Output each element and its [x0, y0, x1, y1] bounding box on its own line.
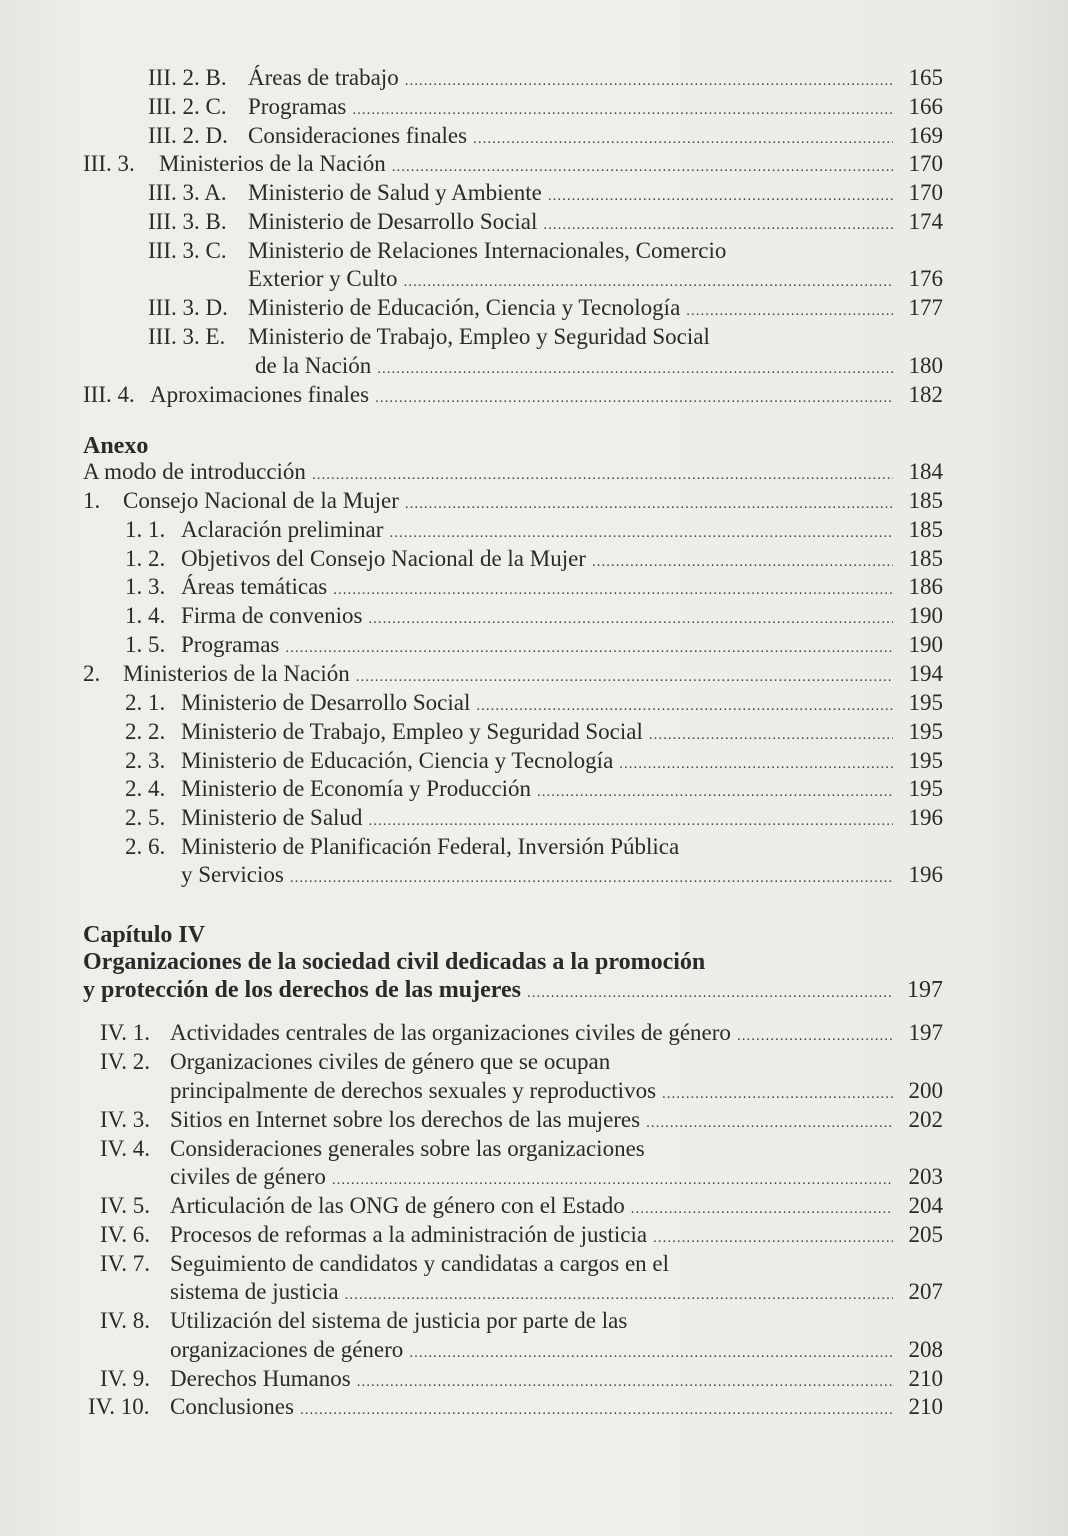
toc-entry	[148, 63, 943, 93]
toc-entry-number: IV. 8.	[100, 1308, 151, 1333]
toc-entry-number: III. 4.	[83, 382, 135, 407]
leader-dots	[375, 383, 893, 413]
toc-entry-title: Ministerio de Educación, Ciencia y Tecnología	[181, 748, 614, 773]
toc-entry-page: 176	[908, 266, 943, 291]
toc-entry-page: 195	[908, 690, 943, 715]
toc-entry-title: Aproximaciones finales	[150, 382, 370, 407]
toc-entry-title: Exterior y Culto	[248, 266, 398, 291]
toc-entry-title: Ministerio de Relaciones Internacionales, Comercio	[248, 238, 727, 263]
toc-entry	[100, 1249, 943, 1279]
toc-entry-page: 166	[908, 94, 943, 119]
toc-entry-number: IV. 1.	[100, 1020, 151, 1045]
toc-entry-number: III. 2. B.	[148, 65, 227, 90]
toc-entry-continuation	[248, 264, 943, 294]
toc-entry	[100, 1364, 943, 1394]
toc-entry	[100, 1220, 943, 1250]
toc-entry-number: 1. 1.	[125, 517, 166, 542]
toc-entry-title: civiles de género	[170, 1164, 326, 1189]
toc-entry-title: de la Nación	[255, 353, 372, 378]
toc-entry	[148, 236, 943, 266]
toc-entry	[125, 630, 943, 660]
toc-entry-title: Objetivos del Consejo Nacional de la Mujer	[181, 546, 586, 571]
toc-entry	[83, 975, 943, 1005]
toc-entry-continuation	[255, 351, 943, 381]
toc-entry-page: 195	[908, 719, 943, 744]
toc-entry-number: IV. 9.	[100, 1366, 151, 1391]
toc-entry-page: 210	[908, 1366, 943, 1391]
toc-entry-title: organizaciones de género	[170, 1337, 404, 1362]
toc-entry-number: IV. 5.	[100, 1193, 151, 1218]
toc-entry	[100, 1105, 943, 1135]
toc-entry-page: 185	[908, 517, 943, 542]
toc-entry-page: 170	[908, 151, 943, 176]
toc-entry-number: 2. 1.	[125, 690, 166, 715]
toc-entry-page: 207	[908, 1279, 943, 1304]
toc-entry-page: 169	[908, 123, 943, 148]
toc-entry	[125, 572, 943, 602]
toc-entry-page: 184	[908, 459, 943, 484]
toc-entry-number: IV. 4.	[100, 1136, 151, 1161]
toc-entry-page: 205	[908, 1222, 943, 1247]
toc-entry-title: Ministerio de Salud	[181, 805, 363, 830]
toc-entry	[100, 1018, 943, 1048]
toc-entry	[125, 746, 943, 776]
toc-entry	[125, 688, 943, 718]
leader-dots	[527, 978, 893, 1008]
toc-entry	[125, 832, 943, 862]
toc-entry	[83, 457, 943, 487]
toc-entry-title: Ministerio de Economía y Producción	[181, 776, 532, 801]
toc-entry-page: 170	[908, 180, 943, 205]
toc-entry-title: Actividades centrales de las organizaciones civiles de género	[170, 1020, 731, 1045]
chapter-title: y protección de los derechos de las mujeres	[83, 977, 521, 1003]
toc-entry-number: III. 3. B.	[148, 209, 227, 234]
toc-entry	[100, 1191, 943, 1221]
toc-entry-title: Ministerio de Salud y Ambiente	[248, 180, 542, 205]
toc-entry-number: 2. 5.	[125, 805, 166, 830]
toc-entry-page: 200	[908, 1078, 943, 1103]
toc-entry-title: sistema de justicia	[170, 1279, 339, 1304]
toc-entry-title: Ministerios de la Nación	[159, 151, 386, 176]
toc-entry-title: y Servicios	[181, 862, 284, 887]
toc-entry-title: Procesos de reformas a la administración de justicia	[170, 1222, 648, 1247]
toc-entry-page: 174	[908, 209, 943, 234]
toc-entry-title: principalmente de derechos sexuales y reproductivos	[170, 1078, 657, 1103]
toc-entry	[100, 1047, 943, 1077]
toc-entry-number: III. 3.	[83, 151, 135, 176]
section-heading: Anexo	[83, 433, 149, 459]
toc-entry	[125, 717, 943, 747]
toc-entry-page: 186	[908, 574, 943, 599]
toc-entry	[88, 1392, 943, 1422]
toc-entry-title: Firma de convenios	[181, 603, 363, 628]
toc-entry-number: III. 3. E.	[148, 324, 226, 349]
toc-entry-number: III. 3. C.	[148, 238, 227, 263]
toc-entry-title: Utilización del sistema de justicia por parte de las	[170, 1308, 628, 1333]
toc-entry-number: IV. 10.	[88, 1394, 150, 1419]
toc-entry	[148, 322, 943, 352]
toc-entry-number: III. 3. D.	[148, 295, 228, 320]
toc-entry-continuation	[170, 1076, 943, 1106]
chapter-title: Organizaciones de la sociedad civil dedicadas a la promoción	[83, 949, 706, 975]
toc-entry-title: Programas	[181, 632, 280, 657]
toc-entry	[100, 1306, 943, 1336]
toc-entry-title: Programas	[248, 94, 347, 119]
chapter-heading: Capítulo IV	[83, 922, 206, 948]
toc-entry-page: 197	[908, 1020, 943, 1045]
toc-entry-page: 165	[908, 65, 943, 90]
toc-entry-continuation	[170, 1162, 943, 1192]
toc-entry-title: Ministerio de Desarrollo Social	[248, 209, 538, 234]
toc-entry-title: Áreas temáticas	[181, 574, 328, 599]
toc-entry-title: Ministerio de Desarrollo Social	[181, 690, 471, 715]
toc-entry-page: 194	[908, 661, 943, 686]
toc-entry-page: 202	[908, 1107, 943, 1132]
toc-entry-title: Conclusiones	[170, 1394, 294, 1419]
toc-entry-page: 196	[908, 862, 943, 887]
toc-entry-continuation	[170, 1335, 943, 1365]
toc-entry-title: A modo de introducción	[83, 459, 306, 484]
toc-entry-number: III. 2. C.	[148, 94, 227, 119]
toc-entry-page: 204	[908, 1193, 943, 1218]
toc-entry-page: 197	[907, 977, 943, 1003]
toc-entry-page: 185	[908, 546, 943, 571]
toc-entry-number: 2. 3.	[125, 748, 166, 773]
toc-entry-page: 190	[908, 603, 943, 628]
toc-entry-number: IV. 3.	[100, 1107, 151, 1132]
toc-entry-number: 2.	[83, 661, 101, 686]
toc-entry	[148, 92, 943, 122]
toc-entry-title: Ministerio de Planificación Federal, Inversión Pública	[181, 834, 680, 859]
toc-entry	[125, 601, 943, 631]
chapter-title-line	[83, 947, 943, 977]
toc-entry-title: Organizaciones civiles de género que se ocupan	[170, 1049, 611, 1074]
toc-entry-page: 195	[908, 748, 943, 773]
toc-entry	[125, 515, 943, 545]
toc-entry	[83, 380, 943, 410]
toc-entry-title: Seguimiento de candidatos y candidatas a cargos en el	[170, 1251, 670, 1276]
toc-entry-page: 185	[908, 488, 943, 513]
toc-entry-number: III. 2. D.	[148, 123, 228, 148]
toc-entry-title: Ministerio de Trabajo, Empleo y Seguridad Social	[248, 324, 710, 349]
toc-entry-page: 208	[908, 1337, 943, 1362]
toc-entry-number: 1. 5.	[125, 632, 166, 657]
toc-entry	[125, 803, 943, 833]
chapter-label	[83, 920, 583, 950]
toc-entry-continuation	[181, 860, 943, 890]
toc-entry	[83, 486, 943, 516]
toc-entry-title: Ministerio de Educación, Ciencia y Tecnología	[248, 295, 681, 320]
toc-entry	[148, 293, 943, 323]
toc-entry-number: 2. 2.	[125, 719, 166, 744]
toc-entry-number: IV. 6.	[100, 1222, 151, 1247]
toc-entry-title: Áreas de trabajo	[248, 65, 399, 90]
toc-entry-page: 180	[908, 353, 943, 378]
toc-entry-title: Consejo Nacional de la Mujer	[123, 488, 399, 513]
toc-entry-page: 177	[908, 295, 943, 320]
toc-entry-title: Derechos Humanos	[170, 1366, 351, 1391]
toc-entry-title: Consideraciones generales sobre las organizaciones	[170, 1136, 645, 1161]
toc-entry	[148, 178, 943, 208]
toc-entry-page: 196	[908, 805, 943, 830]
toc-entry-title: Articulación de las ONG de género con el Estado	[170, 1193, 625, 1218]
toc-entry-number: 1. 2.	[125, 546, 166, 571]
leader-dots	[300, 1395, 893, 1425]
toc-entry-number: 1. 4.	[125, 603, 166, 628]
toc-entry	[148, 207, 943, 237]
toc-entry	[125, 774, 943, 804]
toc-entry-title: Ministerios de la Nación	[123, 661, 350, 686]
toc-entry-page: 182	[908, 382, 943, 407]
toc-entry	[83, 149, 943, 179]
toc-entry-page: 195	[908, 776, 943, 801]
toc-entry-title: Aclaración preliminar	[181, 517, 384, 542]
toc-entry-page: 210	[908, 1394, 943, 1419]
toc-entry	[148, 121, 943, 151]
toc-entry-page: 190	[908, 632, 943, 657]
toc-entry-number: 1.	[83, 488, 101, 513]
toc-entry-number: 2. 6.	[125, 834, 166, 859]
toc-entry	[83, 659, 943, 689]
toc-entry	[125, 544, 943, 574]
toc-entry-title: Ministerio de Trabajo, Empleo y Seguridad Social	[181, 719, 643, 744]
toc-entry	[100, 1134, 943, 1164]
toc-entry-number: 1. 3.	[125, 574, 166, 599]
toc-entry-number: IV. 7.	[100, 1251, 151, 1276]
toc-entry-title: Sitios en Internet sobre los derechos de las mujeres	[170, 1107, 641, 1132]
toc-entry-page: 203	[908, 1164, 943, 1189]
toc-entry-title: Consideraciones finales	[248, 123, 468, 148]
toc-entry-number: IV. 2.	[100, 1049, 151, 1074]
toc-entry-continuation	[170, 1277, 943, 1307]
leader-dots	[290, 863, 893, 893]
toc-entry-number: 2. 4.	[125, 776, 166, 801]
toc-entry-number: III. 3. A.	[148, 180, 227, 205]
